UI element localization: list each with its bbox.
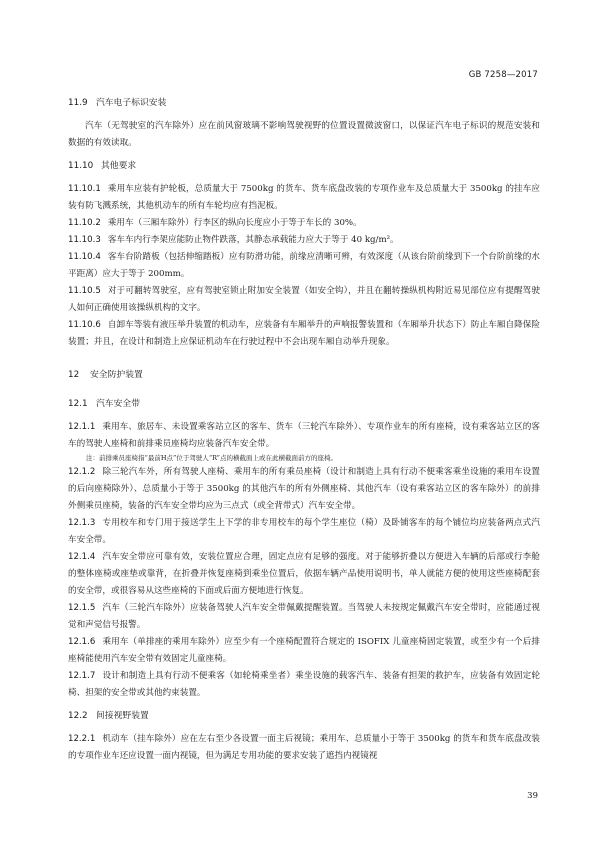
section-title: 汽车安全带 — [96, 399, 140, 409]
section-heading-12-2 — [68, 708, 540, 725]
section-title: 安全防护装置 — [90, 370, 143, 380]
standard-code: GB 7258—2017 — [468, 70, 538, 80]
clause-text: 机动车（挂车除外）应在左右至少各设置一面主后视镜；乘用车、总质量小于等于 3500kg 的货车和货车底盘改装的专项作业车还应设置一面内视镜，但为满足专用功能的要求安装了遮挡内视镜视 — [68, 734, 540, 761]
clause-text: 除三轮汽车外，所有驾驶人座椅、乘用车的所有乘员座椅（设计和制造上具有行动不便乘客乘坐设施的乘用车设置的后向座椅除外）、总质量小于等于 3500kg 的其他汽车的所有外侧座椅、其他汽车（设有乘客站立区的客车除外）的前排外侧乘员座椅，装备的汽车安全带均应为三点式（或全背带式）汽车安全带。 — [68, 467, 540, 511]
clause-number: 11.10.1 — [68, 184, 101, 194]
clause-11-10-4 — [68, 249, 540, 283]
clause-text: 对于可翻转驾驶室，应有驾驶室锁止附加安全装置（如安全钩），并且在翻转操纵机构附近易见部位应有提醒驾驶人如何正确使用该操纵机构的文字。 — [68, 286, 540, 313]
clause-number: 12.1.2 — [68, 467, 96, 477]
clause-number: 11.10.6 — [68, 320, 101, 330]
section-title: 间接视野装置 — [96, 711, 149, 721]
paragraph: 汽车（无驾驶室的汽车除外）应在前风窗玻璃不影响驾驶视野的位置设置微波窗口，以保证汽车电子标识的规范安装和数据的有效读取。 — [68, 121, 540, 148]
clause-number: 12.1.7 — [68, 671, 96, 681]
clause-number: 11.10.2 — [68, 218, 101, 228]
clause-text: 汽车安全带应可靠有效，安装位置应合理，固定点应有足够的强度。对于能够折叠以方便进入车辆的后部或行李舱的整体座椅或座垫或靠背，在折叠并恢复座椅到乘坐位置后，依据车辆产品使用说明书，单人就能方便的使用这些座椅配套的安全带，或很容易从这些座椅的下面或后面方便地进行恢复。 — [68, 552, 540, 596]
section-number: 12.1 — [68, 399, 88, 409]
clause-number: 12.1.1 — [68, 422, 96, 432]
clause-12-1-2 — [68, 464, 540, 515]
clause-12-1-6 — [68, 634, 540, 668]
clause-12-1-4 — [68, 549, 540, 600]
section-heading-12-1 — [68, 396, 540, 413]
section-heading-11-10 — [68, 158, 540, 175]
section-heading-12 — [68, 367, 540, 384]
clause-11-10-1 — [68, 181, 540, 215]
clause-text: 乘用车（单排座的乘用车除外）应至少有一个座椅配置符合规定的 ISOFIX 儿童座椅固定装置，或至少有一个后排座椅能使用汽车安全带有效固定儿童座椅。 — [68, 637, 540, 664]
clause-11-10-3 — [68, 232, 540, 249]
section-number: 11.10 — [68, 161, 94, 171]
clause-12-1-3 — [68, 515, 540, 549]
clause-12-1-1 — [68, 419, 540, 453]
page-number: 39 — [527, 791, 538, 801]
clause-12-1-7 — [68, 668, 540, 702]
clause-text: 客车车内行李架应能防止物件跌落，其静态承载能力应大于等于 40 kg/m²。 — [107, 235, 399, 245]
section-number: 12 — [68, 370, 80, 380]
page-content — [68, 95, 540, 765]
clause-number: 12.1.3 — [68, 518, 96, 528]
clause-number: 12.1.4 — [68, 552, 96, 562]
clause-number: 12.2.1 — [68, 734, 96, 744]
clause-12-1-5 — [68, 600, 540, 634]
clause-11-10-2 — [68, 215, 540, 232]
clause-text: 自卸车等装有液压举升装置的机动车，应装备有车厢举升的声响报警装置和（车厢举升状态下）防止车厢自降保险装置；并且，在设计和制造上应保证机动车在行驶过程中不会出现车厢自动举升现象。 — [68, 320, 540, 347]
section-title: 汽车电子标识安装 — [96, 98, 167, 108]
note: 注：前排乘员座椅指“最前H点”位于驾驶人“R”点的横截面上或在此横截面前方的座椅。 — [86, 454, 337, 462]
clause-11-10-6 — [68, 317, 540, 351]
section-title: 其他要求 — [101, 161, 137, 171]
clause-number: 11.10.3 — [68, 235, 101, 245]
clause-number: 11.10.4 — [68, 252, 101, 262]
clause-11-10-5 — [68, 283, 540, 317]
section-number: 12.2 — [68, 711, 88, 721]
clause-text: 客车台阶踏板（包括伸缩踏板）应有防滑功能，前缘应清晰可辨，有效深度（从该台阶前缘到下一个台阶前缘的水平距离）应大于等于 200mm。 — [68, 252, 540, 279]
clause-number: 12.1.5 — [68, 603, 96, 613]
section-number: 11.9 — [68, 98, 88, 108]
clause-text: 乘用车、旅居车、未设置乘客站立区的客车、货车（三轮汽车除外）、专项作业车的所有座椅，设有乘客站立区的客车的驾驶人座椅和前排乘员座椅均应装备汽车安全带。 — [68, 422, 540, 449]
clause-number: 11.10.5 — [68, 286, 101, 296]
clause-text: 乘用车应装有护轮板，总质量大于 7500kg 的货车、货车底盘改装的专项作业车及总质量大于 3500kg 的挂车应装有防飞溅系统，其他机动车的所有车轮均应有挡泥板。 — [68, 184, 540, 211]
clause-12-2-1 — [68, 731, 540, 765]
section-heading-11-9 — [68, 95, 540, 112]
clause-text: 设计和制造上具有行动不便乘客（如轮椅乘坐者）乘坐设施的载客汽车、装备有担架的救护车，应装备有效固定轮椅、担架的安全带或其他约束装置。 — [68, 671, 540, 698]
clause-text: 汽车（三轮汽车除外）应装备驾驶人汽车安全带佩戴提醒装置。当驾驶人未按规定佩戴汽车安全带时，应能通过视觉和声觉信号报警。 — [68, 603, 540, 630]
clause-text: 乘用车（三厢车除外）行李区的纵向长度应小于等于车长的 30%。 — [107, 218, 362, 228]
clause-number: 12.1.6 — [68, 637, 96, 647]
clause-text: 专用校车和专门用于接送学生上下学的非专用校车的每个学生座位（椅）及卧铺客车的每个铺位均应装备两点式汽车安全带。 — [68, 518, 540, 545]
